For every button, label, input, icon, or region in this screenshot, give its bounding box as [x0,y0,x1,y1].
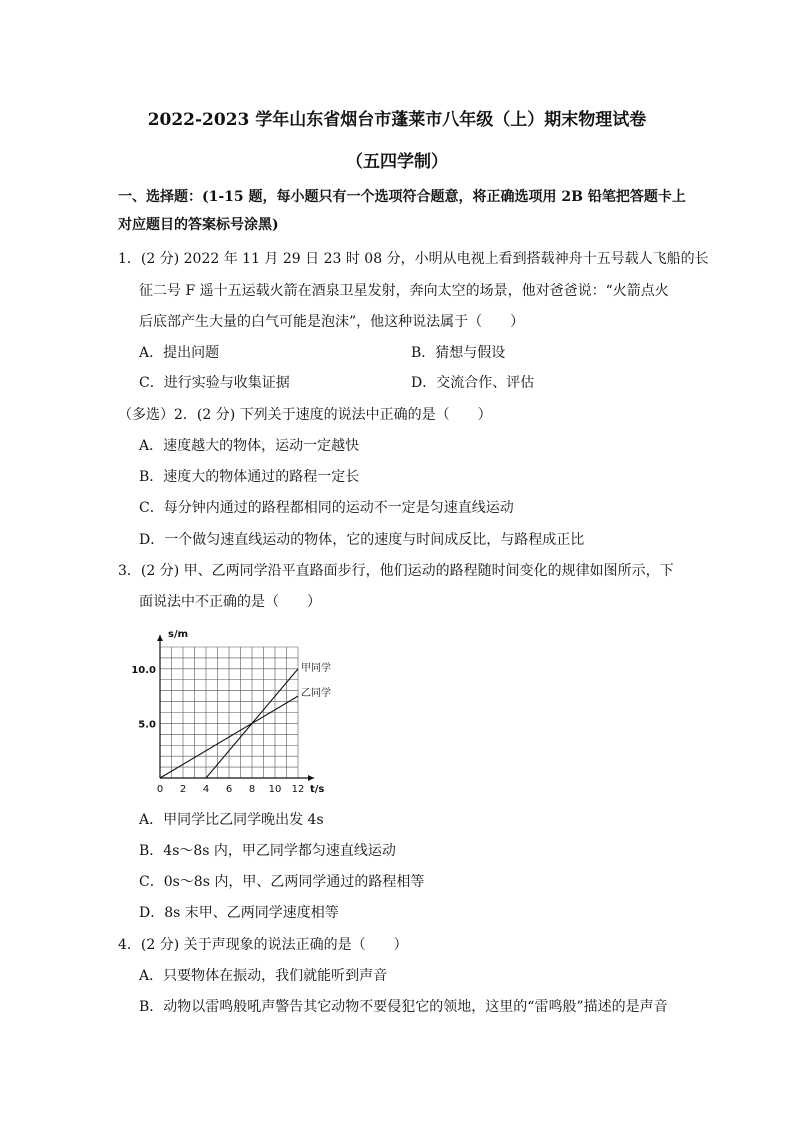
q4-option-a: A．只要物体在振动，我们就能听到声音 [139,968,388,984]
q3-option-b: B．4s～8s 内，甲乙同学都匀速直线运动 [139,843,396,859]
x-tick-label: 6 [225,784,233,795]
x-axis-label: t/s [310,784,325,795]
series-label-1: 甲同学 [301,662,331,674]
q1-stem-line1: 1．(2 分) 2022 年 11 月 29 日 23 时 08 分，小明从电视上看到搭载神舟十五号载人飞船的长 [118,251,709,267]
q3-option-d: D．8s 末甲、乙两同学速度相等 [139,905,339,921]
q3-option-a: A．甲同学比乙同学晚出发 4s [139,812,324,828]
x-tick-label: 8 [248,784,256,795]
q4-stem: 4．(2 分) 关于声现象的说法正确的是（ ） [118,937,408,953]
q1-option-d: D．交流合作、评估 [411,375,535,391]
q1-option-c: C．进行实验与收集证据 [139,375,290,391]
y-tick-label: 10.0 [131,664,156,676]
y-axis-label: s/m [168,629,189,640]
q1-option-a: A．提出问题 [139,345,220,361]
y-tick-label: 5.0 [138,719,156,731]
section-heading-line2: 对应题目的答案标号涂黑) [118,217,279,233]
q2-option-d: D．一个做匀速直线运动的物体，它的速度与时间成反比，与路程成正比 [139,532,585,548]
series-label-2: 乙同学 [301,688,331,700]
x-axis-arrow [308,775,314,781]
q2-option-a: A．速度越大的物体，运动一定越快 [139,438,360,454]
x-tick-label: 0 [156,784,164,795]
q3-stem-line1: 3．(2 分) 甲、乙两同学沿平直路面步行，他们运动的路程随时间变化的规律如图所示，下 [118,563,674,579]
q2-stem: （多选）2．(2 分) 下列关于速度的说法中正确的是（ ） [118,407,492,423]
q4-option-b: B．动物以雷鸣般吼声警告其它动物不要侵犯它的领地，这里的“雷鸣般”描述的是声音 [139,999,668,1015]
q2-option-c: C．每分钟内通过的路程都相同的运动不一定是匀速直线运动 [139,500,514,516]
y-axis-arrow [157,635,163,641]
q3-option-c: C．0s～8s 内，甲、乙两同学通过的路程相等 [139,874,425,890]
q1-stem-line3: 后底部产生大量的白气可能是泡沫”，他这种说法属于（ ） [139,314,525,330]
section-heading-line1: 一、选择题：(1-15 题，每小题只有一个选项符合题意，将正确选项用 2B 铅笔把答题卡上 [118,189,686,205]
page-title-line2: （五四学制） [346,152,448,172]
distance-time-chart [128,625,358,800]
x-tick-label: 2 [179,784,187,795]
q2-option-b: B．速度大的物体通过的路程一定长 [139,469,360,485]
q1-option-b: B．猜想与假设 [411,345,506,361]
x-tick-label: 12 [291,784,305,795]
q1-stem-line2: 征二号 F 遥十五运载火箭在酒泉卫星发射，奔向太空的场景，他对爸爸说：“火箭点火 [139,283,669,299]
x-tick-label: 4 [202,784,210,795]
page-title-line1: 2022-2023 学年山东省烟台市蓬莱市八年级（上）期末物理试卷 [147,110,647,130]
q3-stem-line2: 面说法中不正确的是（ ） [139,594,321,610]
x-tick-label: 10 [268,784,282,795]
